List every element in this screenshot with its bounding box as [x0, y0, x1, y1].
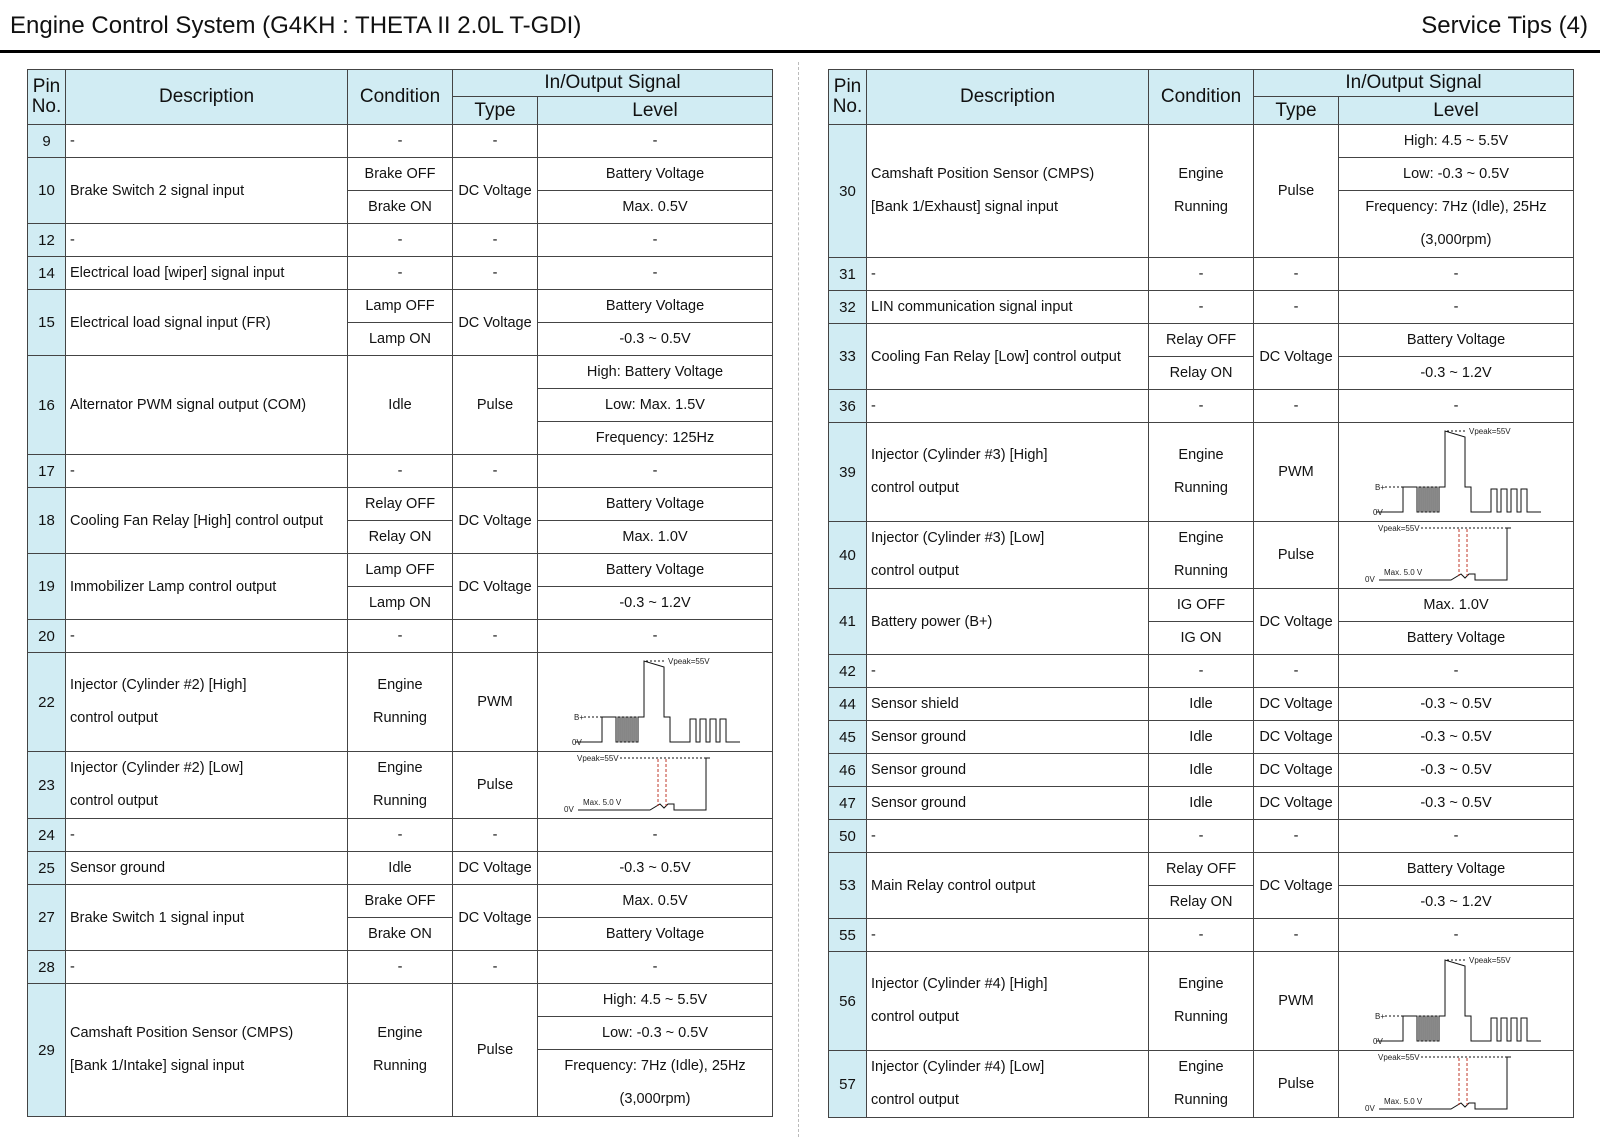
pin-number: 36	[829, 390, 867, 423]
type-cell: DC Voltage	[1254, 787, 1339, 820]
table-row	[829, 952, 1574, 1051]
max-voltage-label: Max. 5.0 V	[1384, 568, 1423, 577]
zero-volt-label: 0V	[1365, 1104, 1375, 1113]
condition-cell: Lamp OFF	[348, 554, 453, 587]
pin-number: 17	[28, 455, 66, 488]
description-cell: Main Relay control output	[867, 853, 1149, 919]
condition-cell: Engine Running	[1149, 125, 1254, 258]
header-pin-no: Pin No.	[28, 70, 66, 125]
level-cell: High: 4.5 ~ 5.5V	[1339, 125, 1574, 158]
pin-number: 25	[28, 852, 66, 885]
type-cell: Pulse	[1254, 522, 1339, 589]
condition-cell: IG ON	[1149, 622, 1254, 655]
description-cell: Brake Switch 1 signal input	[66, 885, 348, 951]
condition-cell: Relay ON	[1149, 886, 1254, 919]
pin-number: 23	[28, 752, 66, 819]
header-description: Description	[66, 70, 348, 125]
pin-number: 55	[829, 919, 867, 952]
injector-high-waveform	[1341, 954, 1571, 1049]
table-row	[28, 125, 773, 158]
vpeak-label: Vpeak=55V	[1378, 1053, 1420, 1062]
vpeak-label: Vpeak=55V	[577, 754, 619, 763]
level-cell	[1339, 423, 1574, 522]
header-inout-signal: In/Output Signal	[453, 70, 773, 97]
level-cell: Battery Voltage	[1339, 324, 1574, 357]
header-level: Level	[538, 97, 773, 125]
pin-number: 39	[829, 423, 867, 522]
level-cell	[538, 653, 773, 752]
condition-cell: Engine Running	[1149, 952, 1254, 1051]
level-cell: Max. 1.0V	[1339, 589, 1574, 622]
condition-cell: -	[348, 257, 453, 290]
type-cell: -	[453, 620, 538, 653]
vpeak-label: Vpeak=55V	[668, 656, 710, 666]
condition-cell: -	[1149, 820, 1254, 853]
pin-number: 20	[28, 620, 66, 653]
level-cell: -	[1339, 919, 1574, 952]
level-cell: Frequency: 7Hz (Idle), 25Hz (3,000rpm)	[538, 1050, 773, 1117]
type-cell: Pulse	[1254, 1051, 1339, 1118]
header-level: Level	[1339, 97, 1574, 125]
pin-number: 12	[28, 224, 66, 257]
description-cell: -	[66, 620, 348, 653]
type-cell: DC Voltage	[1254, 324, 1339, 390]
table-row	[28, 488, 773, 521]
table-row	[28, 620, 773, 653]
table-row	[829, 754, 1574, 787]
table-row	[28, 885, 773, 918]
description-cell: Electrical load [wiper] signal input	[66, 257, 348, 290]
type-cell: -	[1254, 820, 1339, 853]
description-cell: Electrical load signal input (FR)	[66, 290, 348, 356]
condition-cell: Relay ON	[1149, 357, 1254, 390]
level-cell: Low: -0.3 ~ 0.5V	[1339, 158, 1574, 191]
table-row	[829, 688, 1574, 721]
condition-cell: Engine Running	[1149, 522, 1254, 589]
level-cell: -0.3 ~ 0.5V	[1339, 754, 1574, 787]
section-label: Service Tips (4)	[1421, 12, 1588, 39]
header-type: Type	[453, 97, 538, 125]
pin-number: 56	[829, 952, 867, 1051]
pin-number: 46	[829, 754, 867, 787]
condition-cell: -	[1149, 919, 1254, 952]
table-row	[829, 820, 1574, 853]
level-cell: -0.3 ~ 0.5V	[538, 323, 773, 356]
pin-number: 27	[28, 885, 66, 951]
pin-number: 9	[28, 125, 66, 158]
description-cell: -	[66, 819, 348, 852]
pin-number: 31	[829, 258, 867, 291]
header-inout-signal: In/Output Signal	[1254, 70, 1574, 97]
table-row	[829, 258, 1574, 291]
pin-number: 41	[829, 589, 867, 655]
condition-cell: Idle	[1149, 721, 1254, 754]
description-cell: Camshaft Position Sensor (CMPS) [Bank 1/Intake] signal input	[66, 984, 348, 1117]
description-cell: Injector (Cylinder #2) [High] control output	[66, 653, 348, 752]
pin-number: 18	[28, 488, 66, 554]
description-cell: Cooling Fan Relay [High] control output	[66, 488, 348, 554]
table-row	[28, 554, 773, 587]
vpeak-label: Vpeak=55V	[1469, 955, 1511, 965]
type-cell: DC Voltage	[1254, 754, 1339, 787]
table-row	[829, 919, 1574, 952]
table-row	[829, 655, 1574, 688]
description-cell: LIN communication signal input	[867, 291, 1149, 324]
pin-number: 44	[829, 688, 867, 721]
pin-number: 15	[28, 290, 66, 356]
description-cell: Immobilizer Lamp control output	[66, 554, 348, 620]
level-cell: -	[538, 819, 773, 852]
header-condition: Condition	[1149, 70, 1254, 125]
type-cell: DC Voltage	[453, 852, 538, 885]
level-cell: Battery Voltage	[1339, 853, 1574, 886]
type-cell: DC Voltage	[453, 554, 538, 620]
level-cell: -	[538, 125, 773, 158]
level-cell: Battery Voltage	[538, 554, 773, 587]
zero-volt-label: 0V	[564, 805, 574, 814]
condition-cell: Brake ON	[348, 918, 453, 951]
condition-cell: -	[348, 819, 453, 852]
condition-cell: Idle	[1149, 688, 1254, 721]
level-cell: Battery Voltage	[538, 158, 773, 191]
condition-cell: Idle	[1149, 754, 1254, 787]
condition-cell: IG OFF	[1149, 589, 1254, 622]
level-cell: Low: Max. 1.5V	[538, 389, 773, 422]
condition-cell: Relay OFF	[1149, 324, 1254, 357]
description-cell: Sensor ground	[66, 852, 348, 885]
table-row	[28, 984, 773, 1017]
condition-cell: -	[1149, 258, 1254, 291]
table-row	[829, 423, 1574, 522]
description-cell: Injector (Cylinder #4) [Low] control output	[867, 1051, 1149, 1118]
description-cell: -	[867, 919, 1149, 952]
level-cell	[1339, 1051, 1574, 1118]
type-cell: DC Voltage	[453, 158, 538, 224]
description-cell: Sensor ground	[867, 754, 1149, 787]
type-cell: -	[1254, 390, 1339, 423]
header-pin-no: Pin No.	[829, 70, 867, 125]
injector-low-waveform	[1341, 1053, 1571, 1115]
level-cell: -	[1339, 291, 1574, 324]
vpeak-label: Vpeak=55V	[1378, 524, 1420, 533]
pin-table-left	[27, 69, 773, 1117]
level-cell	[1339, 952, 1574, 1051]
level-cell: -0.3 ~ 0.5V	[1339, 787, 1574, 820]
description-cell: -	[66, 951, 348, 984]
description-cell: -	[867, 390, 1149, 423]
type-cell: -	[453, 951, 538, 984]
table-row	[829, 721, 1574, 754]
table-row	[829, 853, 1574, 886]
level-cell: -0.3 ~ 1.2V	[538, 587, 773, 620]
description-cell: -	[867, 258, 1149, 291]
level-cell: -0.3 ~ 0.5V	[1339, 688, 1574, 721]
table-row	[28, 752, 773, 819]
description-cell: Injector (Cylinder #2) [Low] control output	[66, 752, 348, 819]
type-cell: PWM	[453, 653, 538, 752]
bplus-label: B+	[1375, 482, 1386, 492]
level-cell: -	[1339, 820, 1574, 853]
level-cell	[538, 752, 773, 819]
level-cell: -	[538, 224, 773, 257]
level-cell	[1339, 522, 1574, 589]
type-cell: -	[453, 125, 538, 158]
pin-table-right	[828, 69, 1574, 1118]
page-header	[0, 0, 1600, 53]
level-cell: -	[538, 951, 773, 984]
condition-cell: -	[348, 455, 453, 488]
header-condition: Condition	[348, 70, 453, 125]
pin-number: 24	[28, 819, 66, 852]
table-row	[829, 324, 1574, 357]
type-cell: DC Voltage	[1254, 853, 1339, 919]
condition-cell: -	[1149, 655, 1254, 688]
description-cell: -	[867, 820, 1149, 853]
max-voltage-label: Max. 5.0 V	[583, 798, 622, 807]
pin-number: 53	[829, 853, 867, 919]
table-row	[28, 356, 773, 389]
table-row	[829, 291, 1574, 324]
level-cell: -0.3 ~ 0.5V	[1339, 721, 1574, 754]
level-cell: Battery Voltage	[538, 918, 773, 951]
type-cell: -	[453, 224, 538, 257]
description-cell: -	[867, 655, 1149, 688]
condition-cell: -	[348, 620, 453, 653]
type-cell: PWM	[1254, 952, 1339, 1051]
type-cell: Pulse	[453, 984, 538, 1117]
bplus-label: B+	[574, 712, 585, 722]
table-row	[28, 257, 773, 290]
page-title: Engine Control System (G4KH : THETA II 2.0L T-GDI)	[10, 12, 582, 39]
description-cell: Sensor ground	[867, 721, 1149, 754]
pin-number: 45	[829, 721, 867, 754]
condition-cell: Engine Running	[348, 653, 453, 752]
condition-cell: Brake ON	[348, 191, 453, 224]
level-cell: Battery Voltage	[538, 488, 773, 521]
type-cell: Pulse	[1254, 125, 1339, 258]
condition-cell: Lamp ON	[348, 323, 453, 356]
condition-cell: Idle	[1149, 787, 1254, 820]
type-cell: Pulse	[453, 752, 538, 819]
zero-volt-label: 0V	[1365, 575, 1375, 584]
table-row	[28, 951, 773, 984]
condition-cell: Lamp ON	[348, 587, 453, 620]
pin-number: 28	[28, 951, 66, 984]
condition-cell: Relay OFF	[348, 488, 453, 521]
condition-cell: -	[1149, 291, 1254, 324]
table-row	[829, 125, 1574, 158]
pin-number: 29	[28, 984, 66, 1117]
pin-number: 47	[829, 787, 867, 820]
vpeak-label: Vpeak=55V	[1469, 426, 1511, 436]
description-cell: Alternator PWM signal output (COM)	[66, 356, 348, 455]
pin-number: 30	[829, 125, 867, 258]
type-cell: DC Voltage	[453, 885, 538, 951]
description-cell: Sensor ground	[867, 787, 1149, 820]
description-cell: -	[66, 125, 348, 158]
type-cell: Pulse	[453, 356, 538, 455]
level-cell: Low: -0.3 ~ 0.5V	[538, 1017, 773, 1050]
column-divider	[798, 62, 799, 1137]
level-cell: Battery Voltage	[538, 290, 773, 323]
table-row	[829, 589, 1574, 622]
injector-high-waveform	[540, 655, 770, 750]
condition-cell: Idle	[348, 852, 453, 885]
condition-cell: Relay OFF	[1149, 853, 1254, 886]
condition-cell: Engine Running	[348, 984, 453, 1117]
description-cell: Camshaft Position Sensor (CMPS) [Bank 1/Exhaust] signal input	[867, 125, 1149, 258]
pin-number: 14	[28, 257, 66, 290]
condition-cell: Brake OFF	[348, 885, 453, 918]
type-cell: DC Voltage	[453, 290, 538, 356]
condition-cell: Engine Running	[348, 752, 453, 819]
header-type: Type	[1254, 97, 1339, 125]
level-cell: Frequency: 7Hz (Idle), 25Hz (3,000rpm)	[1339, 191, 1574, 258]
condition-cell: -	[348, 125, 453, 158]
pin-number: 40	[829, 522, 867, 589]
condition-cell: Engine Running	[1149, 1051, 1254, 1118]
level-cell: -	[538, 620, 773, 653]
level-cell: High: Battery Voltage	[538, 356, 773, 389]
table-row	[28, 290, 773, 323]
type-cell: -	[1254, 655, 1339, 688]
condition-cell: Relay ON	[348, 521, 453, 554]
injector-high-waveform	[1341, 425, 1571, 520]
table-row	[829, 1051, 1574, 1118]
description-cell: Brake Switch 2 signal input	[66, 158, 348, 224]
level-cell: High: 4.5 ~ 5.5V	[538, 984, 773, 1017]
bplus-label: B+	[1375, 1011, 1386, 1021]
level-cell: Battery Voltage	[1339, 622, 1574, 655]
description-cell: Injector (Cylinder #3) [Low] control output	[867, 522, 1149, 589]
pin-number: 19	[28, 554, 66, 620]
level-cell: -	[538, 455, 773, 488]
level-cell: -	[1339, 390, 1574, 423]
condition-cell: Idle	[348, 356, 453, 455]
level-cell: -0.3 ~ 1.2V	[1339, 886, 1574, 919]
type-cell: -	[1254, 291, 1339, 324]
pin-number: 50	[829, 820, 867, 853]
condition-cell: Lamp OFF	[348, 290, 453, 323]
level-cell: -	[1339, 655, 1574, 688]
table-row	[829, 390, 1574, 423]
type-cell: DC Voltage	[453, 488, 538, 554]
pin-number: 16	[28, 356, 66, 455]
type-cell: -	[453, 257, 538, 290]
type-cell: -	[1254, 919, 1339, 952]
description-cell: Injector (Cylinder #3) [High] control output	[867, 423, 1149, 522]
type-cell: -	[1254, 258, 1339, 291]
table-row	[28, 819, 773, 852]
type-cell: PWM	[1254, 423, 1339, 522]
level-cell: Max. 0.5V	[538, 885, 773, 918]
level-cell: Frequency: 125Hz	[538, 422, 773, 455]
type-cell: -	[453, 819, 538, 852]
injector-low-waveform	[1341, 524, 1571, 586]
pin-number: 33	[829, 324, 867, 390]
level-cell: -	[538, 257, 773, 290]
type-cell: DC Voltage	[1254, 589, 1339, 655]
condition-cell: -	[348, 224, 453, 257]
description-cell: -	[66, 224, 348, 257]
zero-volt-label: 0V	[1373, 1036, 1383, 1046]
condition-cell: -	[1149, 390, 1254, 423]
pin-number: 57	[829, 1051, 867, 1118]
level-cell: -0.3 ~ 1.2V	[1339, 357, 1574, 390]
description-cell: Sensor shield	[867, 688, 1149, 721]
table-row	[829, 787, 1574, 820]
level-cell: -	[1339, 258, 1574, 291]
table-row	[28, 158, 773, 191]
description-cell: Cooling Fan Relay [Low] control output	[867, 324, 1149, 390]
table-row	[28, 852, 773, 885]
pin-number: 10	[28, 158, 66, 224]
zero-volt-label: 0V	[1373, 507, 1383, 517]
condition-cell: Engine Running	[1149, 423, 1254, 522]
header-description: Description	[867, 70, 1149, 125]
table-row	[28, 224, 773, 257]
table-row	[829, 522, 1574, 589]
zero-volt-label: 0V	[572, 737, 582, 747]
type-cell: -	[453, 455, 538, 488]
pin-number: 22	[28, 653, 66, 752]
level-cell: Max. 1.0V	[538, 521, 773, 554]
level-cell: Max. 0.5V	[538, 191, 773, 224]
table-row	[28, 653, 773, 752]
pin-number: 42	[829, 655, 867, 688]
type-cell: DC Voltage	[1254, 688, 1339, 721]
level-cell: -0.3 ~ 0.5V	[538, 852, 773, 885]
condition-cell: Brake OFF	[348, 158, 453, 191]
condition-cell: -	[348, 951, 453, 984]
description-cell: Battery power (B+)	[867, 589, 1149, 655]
pin-number: 32	[829, 291, 867, 324]
description-cell: -	[66, 455, 348, 488]
table-row	[28, 455, 773, 488]
max-voltage-label: Max. 5.0 V	[1384, 1097, 1423, 1106]
type-cell: DC Voltage	[1254, 721, 1339, 754]
injector-low-waveform	[540, 754, 770, 816]
description-cell: Injector (Cylinder #4) [High] control output	[867, 952, 1149, 1051]
